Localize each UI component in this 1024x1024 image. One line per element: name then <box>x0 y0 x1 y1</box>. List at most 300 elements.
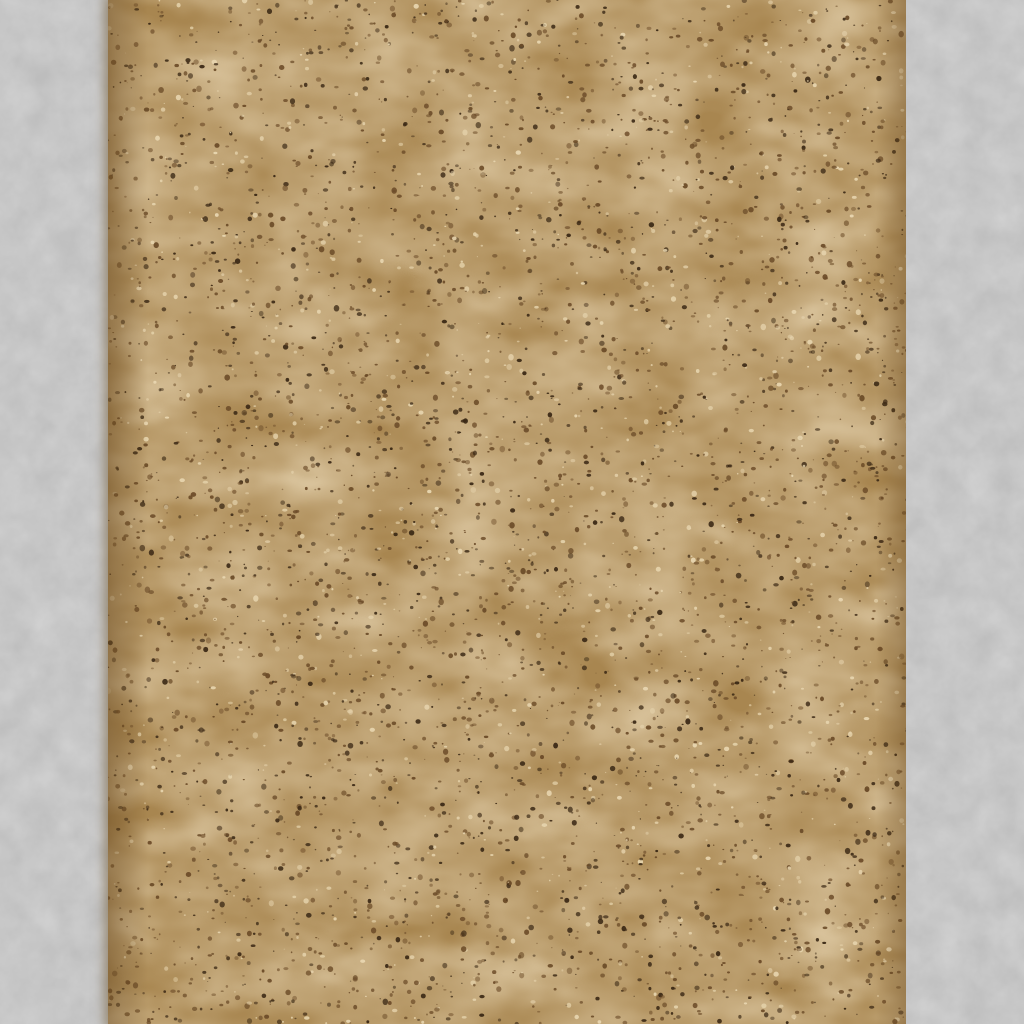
sand-grain <box>469 899 470 900</box>
sand-grain <box>822 246 826 248</box>
sand-grain <box>203 138 206 141</box>
sand-grain <box>714 702 715 703</box>
sand-grain <box>851 689 854 691</box>
sand-grain <box>444 830 448 832</box>
sand-grain <box>882 360 883 361</box>
sand-grain <box>460 653 465 657</box>
sand-grain <box>537 318 540 320</box>
sand-grain <box>647 128 652 131</box>
sand-grain <box>757 100 760 103</box>
sand-grain <box>393 776 394 777</box>
sand-grain <box>756 172 758 174</box>
sand-grain <box>382 33 385 35</box>
sand-grain <box>455 489 459 492</box>
sand-grain <box>179 237 180 238</box>
sand-grain <box>484 900 489 904</box>
sand-grain <box>803 465 806 468</box>
sand-grain <box>372 573 377 576</box>
sand-grain <box>504 381 506 382</box>
sand-grain <box>450 930 454 935</box>
sand-grain <box>809 108 813 112</box>
sand-grain <box>116 1003 120 1007</box>
sand-grain <box>679 592 681 593</box>
sand-grain <box>227 606 228 607</box>
sand-grain <box>736 522 738 523</box>
sand-grain <box>783 488 786 492</box>
sand-grain <box>380 614 382 615</box>
sand-grain <box>315 223 320 228</box>
sand-grain <box>278 729 283 732</box>
sand-grain <box>458 574 461 576</box>
sand-grain <box>803 42 805 43</box>
sand-grain <box>613 708 618 713</box>
sand-grain <box>290 86 291 87</box>
sand-grain <box>519 549 522 551</box>
sand-grain <box>444 558 446 560</box>
sand-grain <box>630 261 635 265</box>
sand-grain <box>729 504 733 507</box>
sand-grain <box>548 935 553 940</box>
sand-grain <box>204 598 209 603</box>
sand-grain <box>795 279 799 281</box>
sand-grain <box>520 870 525 875</box>
sand-grain <box>380 558 382 560</box>
sand-grain <box>214 619 216 620</box>
sand-grain <box>207 859 209 860</box>
sand-grain <box>251 713 253 715</box>
sand-grain <box>870 463 873 465</box>
sand-grain <box>294 351 297 354</box>
sand-grain <box>859 923 863 927</box>
sand-grain <box>735 989 737 991</box>
sand-grain <box>800 130 802 132</box>
sand-grain <box>756 882 761 885</box>
sand-grain <box>422 596 427 599</box>
sand-grain <box>859 942 863 945</box>
sand-grain <box>410 1006 412 1007</box>
sand-grain <box>835 6 837 7</box>
sand-grain <box>436 37 439 39</box>
sand-grain <box>699 32 701 34</box>
sand-grain <box>267 629 269 630</box>
sand-grain <box>736 850 738 852</box>
sand-grain <box>719 615 725 618</box>
sand-grain <box>681 466 683 468</box>
sand-grain <box>700 814 702 816</box>
sand-grain <box>202 729 205 731</box>
sand-grain <box>506 364 512 370</box>
sand-grain <box>479 604 483 608</box>
sand-grain <box>545 308 546 309</box>
sand-grain <box>769 724 773 728</box>
sand-grain <box>222 350 227 355</box>
sand-grain <box>309 786 311 788</box>
sand-grain <box>648 782 652 786</box>
sand-grain <box>532 229 533 230</box>
sand-grain <box>248 164 253 168</box>
sand-grain <box>232 490 236 494</box>
sand-grain <box>861 463 865 467</box>
sand-grain <box>788 866 792 870</box>
sand-grain <box>773 972 778 977</box>
sand-grain <box>543 29 547 33</box>
sand-grain <box>848 609 850 611</box>
sand-grain <box>598 798 600 799</box>
sand-grain <box>124 114 125 115</box>
sand-grain <box>383 999 388 1005</box>
sand-grain <box>266 303 271 309</box>
sand-grain <box>874 536 877 539</box>
sand-grain <box>770 999 772 1001</box>
sand-grain <box>442 724 447 727</box>
sand-grain <box>663 131 668 135</box>
sand-grain <box>475 9 477 12</box>
sand-grain <box>894 616 899 619</box>
sand-grain <box>117 262 122 268</box>
sand-grain <box>623 349 626 351</box>
sand-grain <box>550 124 555 129</box>
sand-grain <box>291 938 293 940</box>
sand-grain <box>749 429 754 432</box>
sand-grain <box>121 320 125 325</box>
sand-grain <box>432 854 436 857</box>
sand-grain <box>886 828 888 830</box>
sand-grain <box>699 668 702 671</box>
sand-grain <box>625 782 630 786</box>
sand-grain <box>578 415 581 417</box>
sand-grain <box>857 207 860 209</box>
sand-grain <box>819 72 822 75</box>
sand-grain <box>650 708 655 714</box>
sand-grain <box>437 896 441 899</box>
sand-grain <box>513 574 516 577</box>
sand-grain <box>815 956 818 958</box>
sand-grain <box>377 660 380 663</box>
sand-grain <box>885 297 887 299</box>
sand-grain <box>860 457 862 459</box>
sand-grain <box>275 646 280 651</box>
sand-grain <box>812 716 816 718</box>
sand-grain <box>838 168 843 171</box>
sand-grain <box>269 1000 271 1002</box>
sand-grain <box>723 330 726 332</box>
sand-grain <box>216 789 221 795</box>
sand-grain <box>811 741 816 746</box>
sand-grain <box>472 723 477 726</box>
sand-grain <box>802 523 804 524</box>
sand-grain <box>752 854 758 859</box>
sand-grain <box>898 465 902 469</box>
sand-grain <box>423 634 428 638</box>
sand-grain <box>658 653 660 655</box>
sand-grain <box>313 742 316 745</box>
sand-grain <box>227 504 232 508</box>
sand-grain <box>869 984 871 986</box>
sand-grain <box>180 725 184 729</box>
sand-grain <box>527 917 530 920</box>
sand-grain <box>764 42 768 46</box>
sand-grain <box>109 995 113 1000</box>
sand-grain <box>385 526 386 527</box>
sand-grain <box>739 736 743 739</box>
sand-grain <box>119 511 124 516</box>
sand-grain <box>267 567 270 570</box>
sand-grain <box>762 34 766 37</box>
sand-grain <box>233 338 237 341</box>
sand-grain <box>568 807 573 813</box>
sand-grain <box>314 950 317 953</box>
sand-grain <box>811 350 815 354</box>
sand-grain <box>578 815 580 816</box>
sand-grain <box>620 119 622 121</box>
sand-grain <box>899 653 904 659</box>
sand-grain <box>581 228 584 230</box>
sand-grain <box>682 432 684 434</box>
sand-grain <box>178 73 182 77</box>
sand-grain <box>782 316 784 318</box>
sand-grain <box>688 671 691 673</box>
sand-grain <box>324 447 326 449</box>
sand-grain <box>868 751 872 756</box>
sand-grain <box>622 987 627 991</box>
sand-grain <box>261 516 263 518</box>
sand-grain <box>337 1000 340 1003</box>
sand-grain <box>304 193 306 194</box>
sand-grain <box>322 797 325 800</box>
sand-grain <box>618 647 622 650</box>
sand-grain <box>603 915 609 918</box>
sand-grain <box>800 829 804 833</box>
sand-grain <box>387 291 390 293</box>
sand-grain <box>179 478 184 482</box>
sand-grain <box>165 1015 168 1018</box>
sand-grain <box>657 120 659 121</box>
sand-grain <box>725 480 728 482</box>
sand-grain <box>189 312 192 314</box>
sand-grain <box>370 528 374 530</box>
sand-grain <box>598 212 600 214</box>
sand-grain <box>425 371 429 374</box>
sand-grain <box>170 811 173 813</box>
sand-grain <box>734 815 736 816</box>
sand-grain <box>680 992 685 996</box>
sand-grain <box>368 34 371 37</box>
sand-grain <box>311 336 316 339</box>
sand-grain <box>175 365 176 366</box>
sand-grain <box>815 961 816 962</box>
sand-grain <box>761 269 763 271</box>
sand-grain <box>210 287 213 291</box>
sand-grain <box>218 427 219 429</box>
sand-grain <box>781 332 782 334</box>
sand-grain <box>759 377 763 380</box>
sand-grain <box>875 940 880 944</box>
sand-grain <box>253 732 259 738</box>
sand-grain <box>318 193 319 194</box>
sand-grain <box>453 592 458 596</box>
sand-grain <box>421 333 425 337</box>
sand-grain <box>289 518 291 519</box>
sand-grain <box>506 567 510 570</box>
sand-grain <box>177 164 181 167</box>
sand-grain <box>462 360 464 361</box>
sand-grain <box>773 583 779 586</box>
sand-grain <box>828 128 833 131</box>
sand-grain <box>439 477 441 479</box>
sand-grain <box>211 284 212 285</box>
sand-grain <box>784 940 787 942</box>
sand-grain <box>128 753 131 755</box>
sand-grain <box>297 230 299 233</box>
sand-grain <box>900 607 904 611</box>
sand-grain <box>469 648 474 653</box>
sand-grain <box>869 282 871 284</box>
sand-grain <box>306 971 311 976</box>
sand-grain <box>319 389 322 391</box>
sand-grain <box>779 408 782 410</box>
sand-grain <box>818 252 820 255</box>
sand-grain <box>473 451 477 456</box>
sand-grain <box>382 389 387 394</box>
sand-grain <box>167 697 170 700</box>
sand-grain <box>652 285 654 286</box>
sand-grain <box>798 706 803 709</box>
sand-grain <box>433 564 437 567</box>
sand-grain <box>566 233 571 237</box>
sand-grain <box>295 11 296 12</box>
sand-grain <box>168 760 172 763</box>
sand-grain <box>792 785 795 788</box>
sand-grain <box>342 311 345 314</box>
sand-grain <box>142 740 146 743</box>
sand-grain <box>464 701 467 703</box>
sand-grain <box>639 177 644 180</box>
sand-grain <box>900 109 904 112</box>
sand-grain <box>277 693 279 694</box>
sand-grain <box>503 136 506 138</box>
sand-grain <box>290 61 294 64</box>
sand-grain <box>575 17 577 20</box>
sand-grain <box>296 684 297 685</box>
sand-grain <box>353 880 357 883</box>
sand-grain <box>872 702 875 705</box>
sand-grain <box>195 739 198 742</box>
sand-grain <box>236 933 241 936</box>
sand-grain <box>623 501 628 507</box>
sand-grain <box>206 451 209 453</box>
sand-grain <box>601 348 607 353</box>
sand-grain <box>877 107 882 109</box>
sand-grain <box>503 266 506 269</box>
sand-grain <box>620 76 622 77</box>
sand-grain <box>407 689 411 691</box>
sand-grain <box>182 602 188 607</box>
sand-grain <box>367 903 372 909</box>
sand-grain <box>286 378 290 382</box>
sand-grain <box>754 695 755 696</box>
sand-grain <box>567 58 568 60</box>
sand-grain <box>541 423 543 425</box>
sand-grain <box>811 314 813 316</box>
sand-grain <box>702 629 707 633</box>
sand-grain <box>486 924 491 928</box>
sand-grain <box>794 941 798 945</box>
sand-grain <box>545 486 550 491</box>
sand-grain <box>569 720 574 726</box>
sand-grain <box>577 931 579 933</box>
sand-grain <box>214 452 216 455</box>
sand-grain <box>898 415 902 419</box>
sand-grain <box>822 458 824 459</box>
sand-grain <box>665 971 668 974</box>
sand-grain <box>545 106 547 108</box>
sand-grain <box>235 995 240 1000</box>
sand-grain <box>721 524 724 527</box>
sand-grain <box>663 529 665 530</box>
sand-grain <box>641 1019 646 1022</box>
sand-grain <box>718 956 722 959</box>
sand-grain <box>748 741 752 744</box>
sand-grain <box>662 899 667 904</box>
sand-grain <box>876 102 878 103</box>
sand-grain <box>648 382 649 383</box>
sand-grain <box>781 877 784 880</box>
sand-grain <box>486 272 490 275</box>
sand-grain <box>505 101 508 105</box>
sand-grain <box>807 80 809 82</box>
sand-grain <box>215 50 216 51</box>
sand-grain <box>393 609 395 611</box>
sand-grain <box>423 621 428 627</box>
sand-grain <box>463 640 467 643</box>
sand-grain <box>296 166 298 167</box>
sand-grain <box>634 283 636 285</box>
sand-grain <box>527 33 532 38</box>
sand-grain <box>577 221 581 225</box>
sand-grain <box>321 240 326 245</box>
sand-grain <box>127 673 131 677</box>
sand-grain <box>552 244 555 248</box>
sand-grain <box>265 690 267 691</box>
sand-grain <box>697 614 699 616</box>
sand-grain <box>761 882 766 886</box>
sand-grain <box>158 87 164 93</box>
sand-grain <box>204 493 205 494</box>
sand-grain <box>160 20 161 21</box>
sand-grain <box>389 434 390 435</box>
sand-grain <box>852 540 853 541</box>
sand-grain <box>789 719 793 721</box>
sand-grain <box>872 832 876 837</box>
sand-grain <box>767 798 770 801</box>
sand-grain <box>433 742 437 745</box>
sand-grain <box>332 219 337 223</box>
sand-grain <box>305 67 309 70</box>
sand-grain <box>795 167 799 170</box>
sand-grain <box>231 424 235 426</box>
sand-grain <box>200 639 205 643</box>
sand-grain <box>113 647 118 652</box>
sand-grain <box>777 154 782 157</box>
sand-grain <box>883 399 888 404</box>
sand-grain <box>902 823 904 825</box>
sand-grain <box>547 790 552 796</box>
sand-grain <box>427 852 429 854</box>
sand-grain <box>409 559 412 561</box>
sand-grain <box>344 27 347 30</box>
sand-grain <box>624 532 629 537</box>
sand-grain <box>200 123 205 127</box>
